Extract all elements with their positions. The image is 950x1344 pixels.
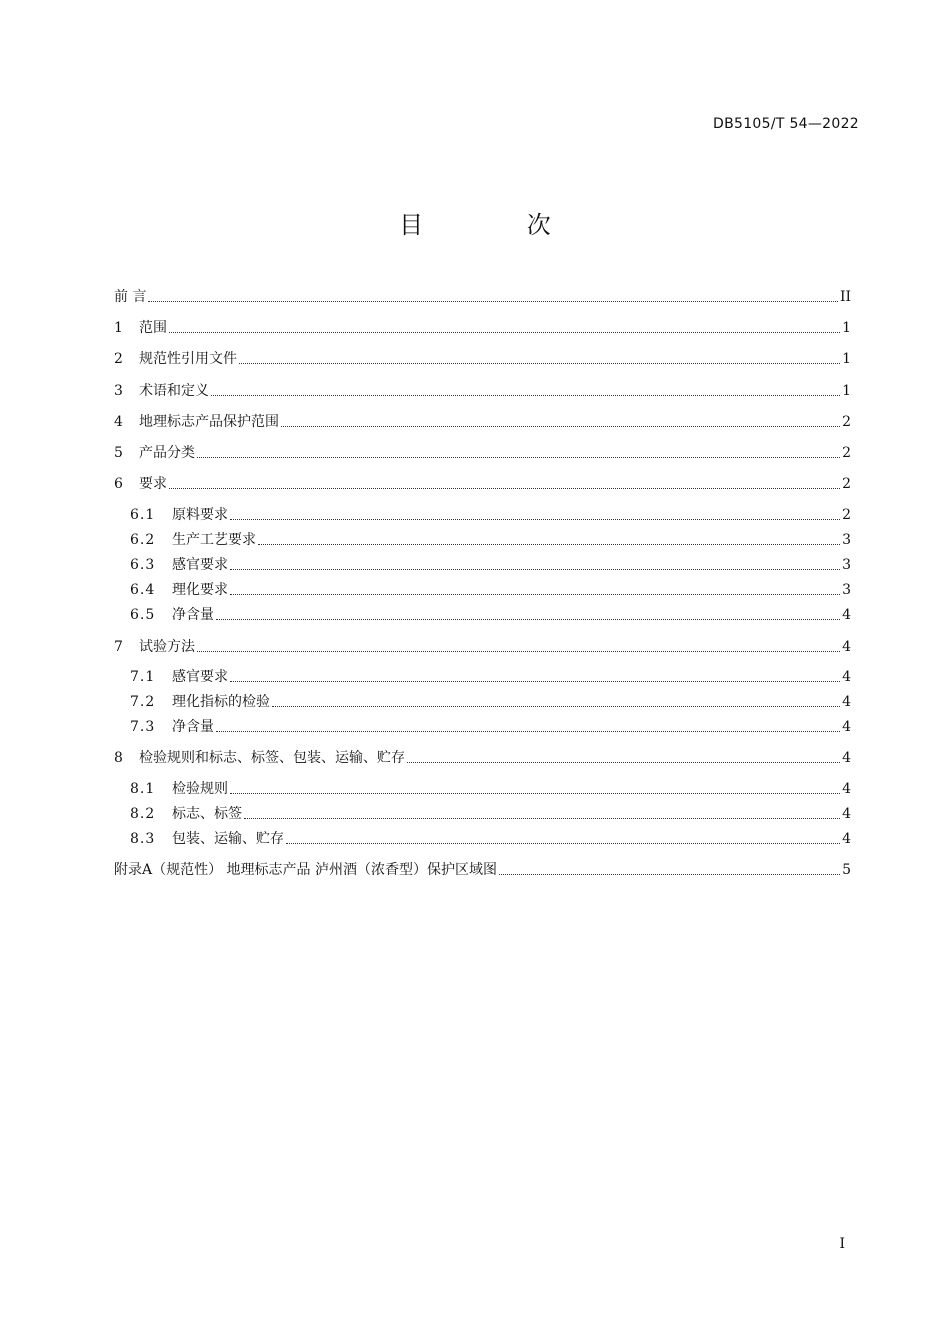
toc-label: 生产工艺要求 <box>172 532 256 548</box>
toc-label: 标志、标签 <box>172 806 242 822</box>
leader-dots <box>169 332 840 333</box>
toc-page: II <box>839 289 851 305</box>
leader-dots <box>258 544 840 545</box>
toc-entry-6-2[interactable] <box>130 529 851 551</box>
toc-number: 6 <box>114 476 123 492</box>
leader-dots <box>230 569 840 570</box>
toc-page: 4 <box>842 806 851 822</box>
toc-label: 附录A（规范性） 地理标志产品 泸州酒（浓香型）保护区域图 <box>114 862 498 878</box>
toc-number: 8.1 <box>130 781 156 797</box>
toc-number: 6.4 <box>130 582 156 598</box>
toc-entry-4[interactable] <box>114 411 851 433</box>
toc-page: 3 <box>842 582 851 598</box>
toc-label: 前 言 <box>114 289 147 305</box>
toc-page: 4 <box>842 607 851 623</box>
toc-number: 8.3 <box>130 831 156 847</box>
toc-page: 3 <box>842 532 851 548</box>
toc-label: 规范性引用文件 <box>139 351 237 367</box>
toc-entry-3[interactable] <box>114 380 851 402</box>
toc-label: 检验规则 <box>172 781 228 797</box>
leader-dots <box>244 818 840 819</box>
toc-page: 1 <box>842 320 851 336</box>
toc-label: 感官要求 <box>172 669 228 685</box>
toc-page: 2 <box>842 445 851 461</box>
leader-dots <box>216 731 840 732</box>
leader-dots <box>230 519 840 520</box>
toc-entry-7[interactable] <box>114 636 851 658</box>
toc-entry-6[interactable] <box>114 473 851 495</box>
toc-entry-6-3[interactable] <box>130 554 851 576</box>
toc-label: 净含量 <box>172 607 214 623</box>
toc-entry-8-3[interactable] <box>130 828 851 850</box>
toc-entry-1[interactable] <box>114 317 851 339</box>
toc-number: 7 <box>114 639 123 655</box>
leader-dots <box>286 843 840 844</box>
page-title: 目 次 <box>399 211 599 239</box>
toc-page: 2 <box>842 507 851 523</box>
toc-page: 4 <box>842 719 851 735</box>
toc-number: 7.3 <box>130 719 156 735</box>
leader-dots <box>230 793 840 794</box>
toc-label: 范围 <box>139 320 167 336</box>
toc-entry-7-1[interactable] <box>130 666 851 688</box>
toc-label: 净含量 <box>172 719 214 735</box>
toc-page: 4 <box>842 694 851 710</box>
toc-page: 4 <box>842 669 851 685</box>
leader-dots <box>216 619 840 620</box>
toc-label: 地理标志产品保护范围 <box>139 414 279 430</box>
leader-dots <box>272 706 840 707</box>
leader-dots <box>239 363 840 364</box>
toc-label: 检验规则和标志、标签、包装、运输、贮存 <box>139 750 405 766</box>
toc-number: 6.2 <box>130 532 156 548</box>
toc-number: 3 <box>114 383 123 399</box>
toc-number: 6.5 <box>130 607 156 623</box>
toc-number: 1 <box>114 320 123 336</box>
toc-entry-6-4[interactable] <box>130 579 851 601</box>
toc-entry-2[interactable] <box>114 348 851 370</box>
toc-page: 4 <box>842 639 851 655</box>
toc-number: 4 <box>114 414 123 430</box>
footer-page-number: I <box>839 1236 845 1252</box>
toc-number: 6.3 <box>130 557 156 573</box>
toc-page: 2 <box>842 476 851 492</box>
toc-page: 1 <box>842 351 851 367</box>
leader-dots <box>407 762 840 763</box>
leader-dots <box>197 651 840 652</box>
toc-entry-foreword[interactable] <box>114 286 851 308</box>
toc-label: 术语和定义 <box>139 383 209 399</box>
toc-label: 理化要求 <box>172 582 228 598</box>
toc-entry-appendix-a[interactable] <box>114 859 851 881</box>
toc-number: 7.2 <box>130 694 156 710</box>
toc-label: 试验方法 <box>139 639 195 655</box>
toc-entry-7-3[interactable] <box>130 716 851 738</box>
toc-page: 4 <box>842 831 851 847</box>
leader-dots <box>197 457 840 458</box>
toc-entry-6-5[interactable] <box>130 604 851 626</box>
toc-label: 包装、运输、贮存 <box>172 831 284 847</box>
leader-dots <box>281 426 840 427</box>
toc-entry-5[interactable] <box>114 442 851 464</box>
leader-dots <box>211 395 840 396</box>
toc-entry-8[interactable] <box>114 747 851 769</box>
toc-number: 6.1 <box>130 507 156 523</box>
toc-page: 5 <box>842 862 851 878</box>
toc-label: 产品分类 <box>139 445 195 461</box>
toc-number: 5 <box>114 445 123 461</box>
leader-dots <box>169 488 840 489</box>
toc-page: 4 <box>842 750 851 766</box>
toc-page: 4 <box>842 781 851 797</box>
toc-page: 2 <box>842 414 851 430</box>
toc-entry-8-2[interactable] <box>130 803 851 825</box>
leader-dots <box>230 594 840 595</box>
toc-label: 感官要求 <box>172 557 228 573</box>
toc-number: 7.1 <box>130 669 156 685</box>
leader-dots <box>230 681 840 682</box>
toc-entry-7-2[interactable] <box>130 691 851 713</box>
leader-dots <box>148 301 837 302</box>
toc-number: 8 <box>114 750 123 766</box>
toc-entry-8-1[interactable] <box>130 778 851 800</box>
toc-label: 理化指标的检验 <box>172 694 270 710</box>
toc-label: 原料要求 <box>172 507 228 523</box>
toc-label: 要求 <box>139 476 167 492</box>
toc-number: 8.2 <box>130 806 156 822</box>
toc-entry-6-1[interactable] <box>130 504 851 526</box>
toc-number: 2 <box>114 351 123 367</box>
toc-page: 1 <box>842 383 851 399</box>
leader-dots <box>499 874 840 875</box>
toc-page: 3 <box>842 557 851 573</box>
document-code: DB5105/T 54—2022 <box>713 116 859 132</box>
